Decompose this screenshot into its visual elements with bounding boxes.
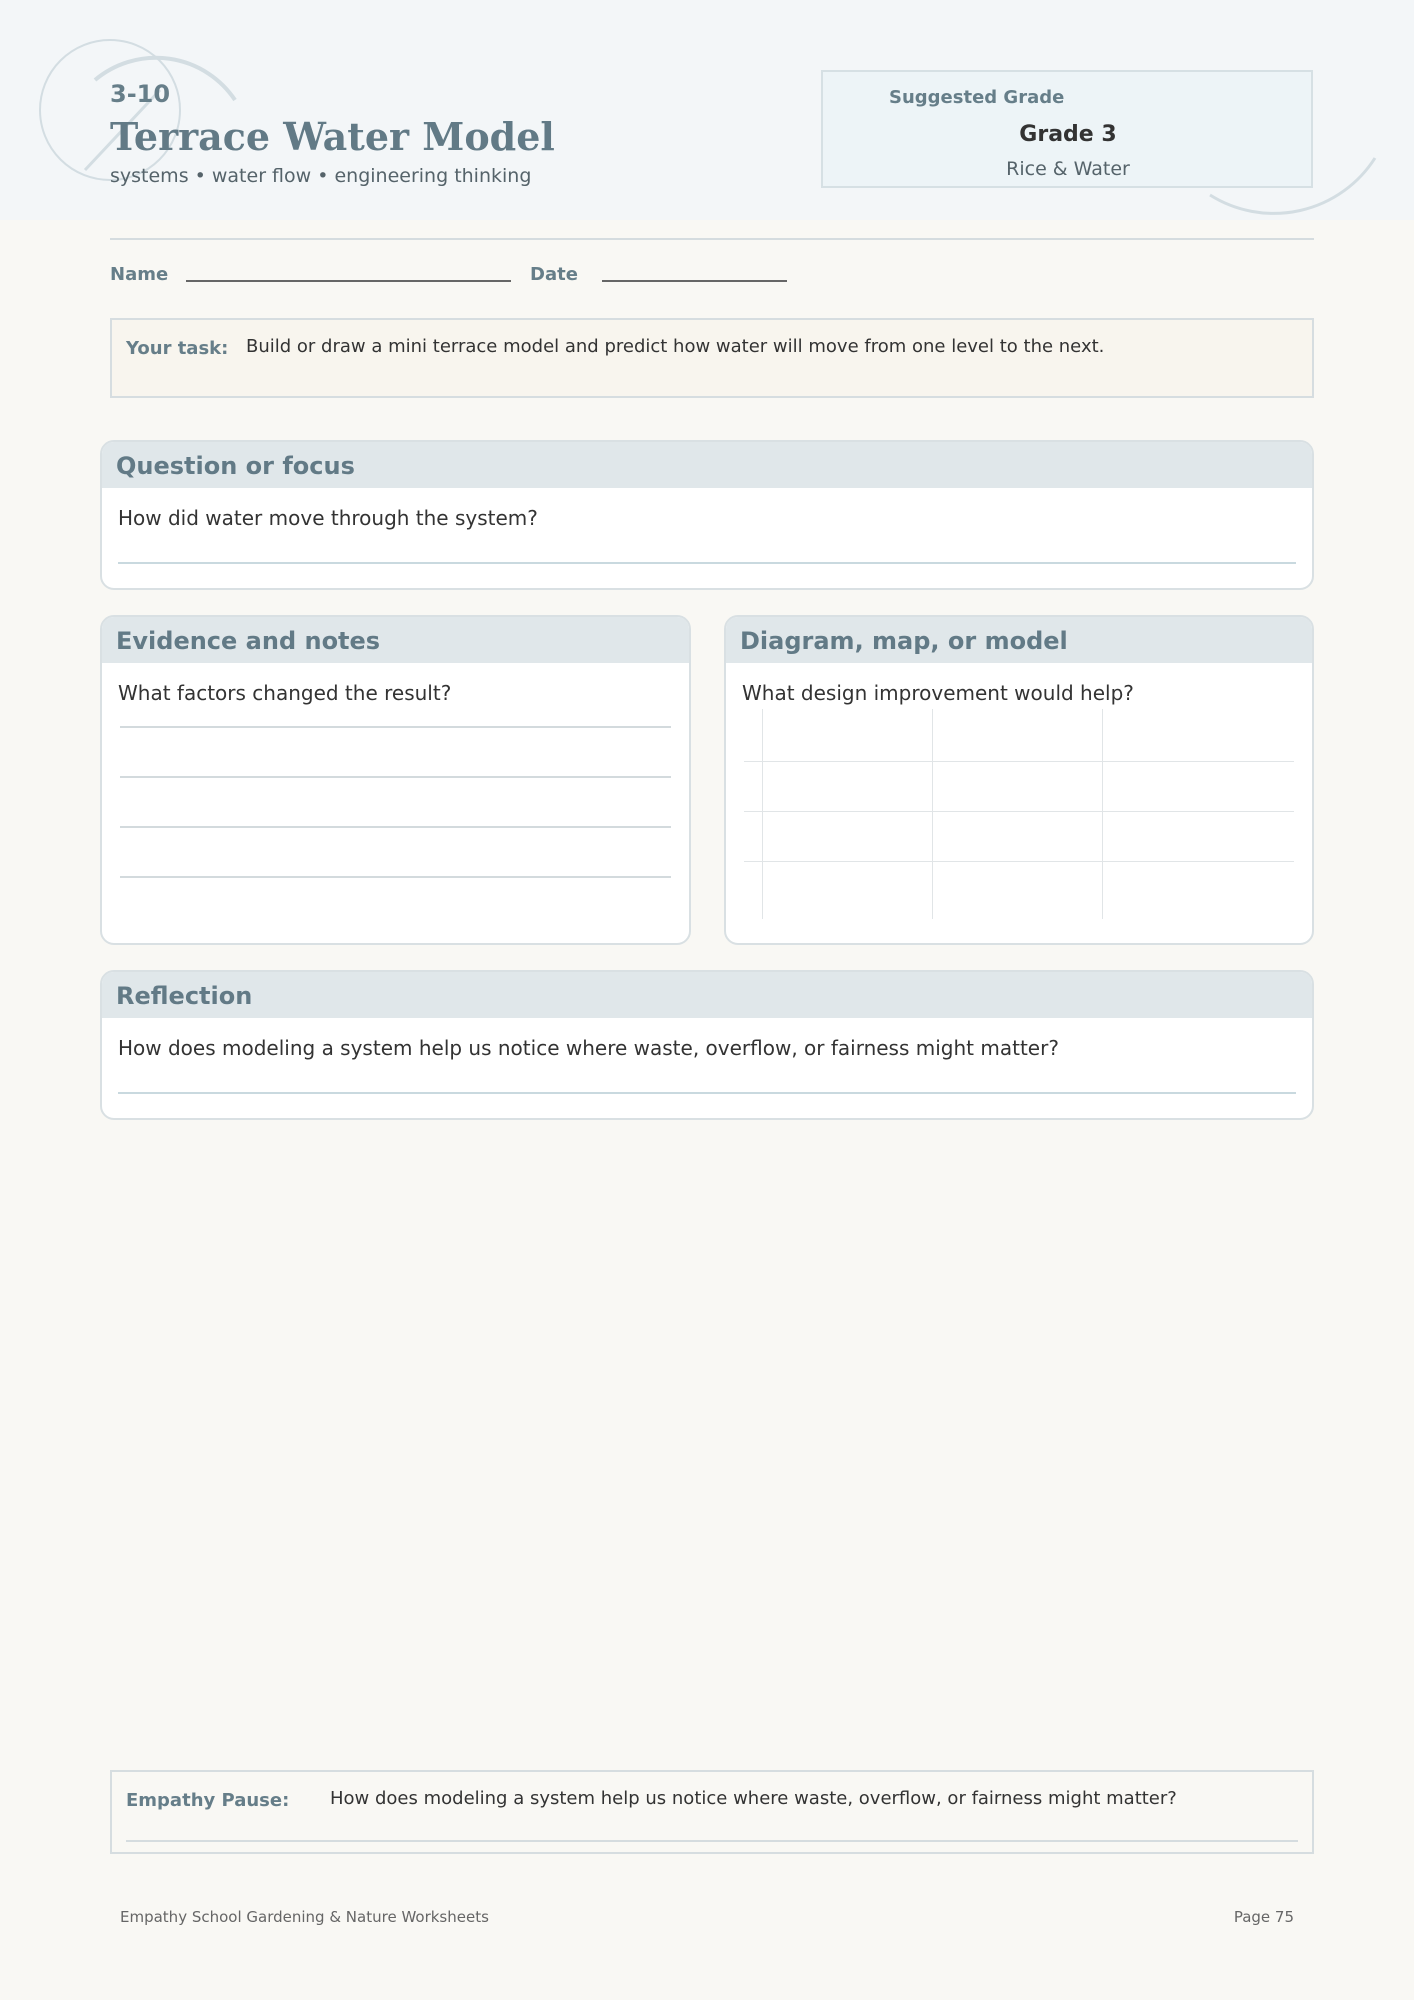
- grade-value: Grade 3: [1019, 122, 1117, 147]
- reflection-answer-line[interactable]: [118, 1092, 1296, 1094]
- page-number: Page 75: [1233, 1908, 1294, 1926]
- grade-box: [821, 70, 1313, 188]
- header-divider: [110, 238, 1314, 240]
- grid-line: [744, 761, 1294, 762]
- activity-code: 3-10: [110, 80, 171, 108]
- reflection-prompt: How does modeling a system help us notice where waste, overflow, or fairness might matter?: [118, 1036, 1059, 1060]
- evidence-card-header: [102, 617, 689, 663]
- grid-line: [744, 811, 1294, 812]
- note-line[interactable]: [120, 876, 671, 878]
- question-card-title: Question or focus: [116, 452, 355, 480]
- name-field[interactable]: [186, 280, 511, 282]
- empathy-label: Empathy Pause:: [126, 1790, 290, 1811]
- grid-line: [744, 861, 1294, 862]
- reflection-card-header: [102, 972, 1312, 1018]
- header-band: [0, 0, 1414, 220]
- task-text: Build or draw a mini terrace model and predict how water will move from one level to the next.: [246, 336, 1105, 357]
- question-card: [100, 440, 1314, 590]
- note-line[interactable]: [120, 776, 671, 778]
- grid-line: [932, 709, 933, 919]
- reflection-card: [100, 970, 1314, 1120]
- page-subtitle: systems • water flow • engineering thinking: [110, 165, 532, 187]
- footer-series: Empathy School Gardening & Nature Worksheets: [120, 1908, 489, 1926]
- page-title: Terrace Water Model: [110, 114, 555, 159]
- diagram-card-header: [726, 617, 1312, 663]
- reflection-card-title: Reflection: [116, 982, 253, 1010]
- grid-line: [1102, 709, 1103, 919]
- grid-line: [762, 709, 763, 919]
- diagram-prompt: What design improvement would help?: [742, 681, 1134, 705]
- evidence-card-title: Evidence and notes: [116, 627, 381, 655]
- task-label: Your task:: [126, 338, 229, 359]
- note-line[interactable]: [120, 726, 671, 728]
- task-box: [110, 318, 1314, 398]
- name-label: Name: [110, 264, 169, 285]
- evidence-card: [100, 615, 691, 945]
- diagram-card: [724, 615, 1314, 945]
- grade-label: Suggested Grade: [889, 87, 1065, 108]
- empathy-text: How does modeling a system help us notice where waste, overflow, or fairness might matter?: [330, 1788, 1177, 1809]
- question-prompt: How did water move through the system?: [118, 506, 538, 530]
- date-label: Date: [530, 264, 578, 285]
- evidence-prompt: What factors changed the result?: [118, 681, 452, 705]
- note-line[interactable]: [120, 826, 671, 828]
- grade-theme: Rice & Water: [1006, 158, 1130, 180]
- question-card-header: [102, 442, 1312, 488]
- empathy-box: [110, 1770, 1314, 1854]
- empathy-answer-line[interactable]: [126, 1840, 1298, 1842]
- date-field[interactable]: [602, 280, 787, 282]
- diagram-card-title: Diagram, map, or model: [740, 627, 1068, 655]
- question-answer-line[interactable]: [118, 562, 1296, 564]
